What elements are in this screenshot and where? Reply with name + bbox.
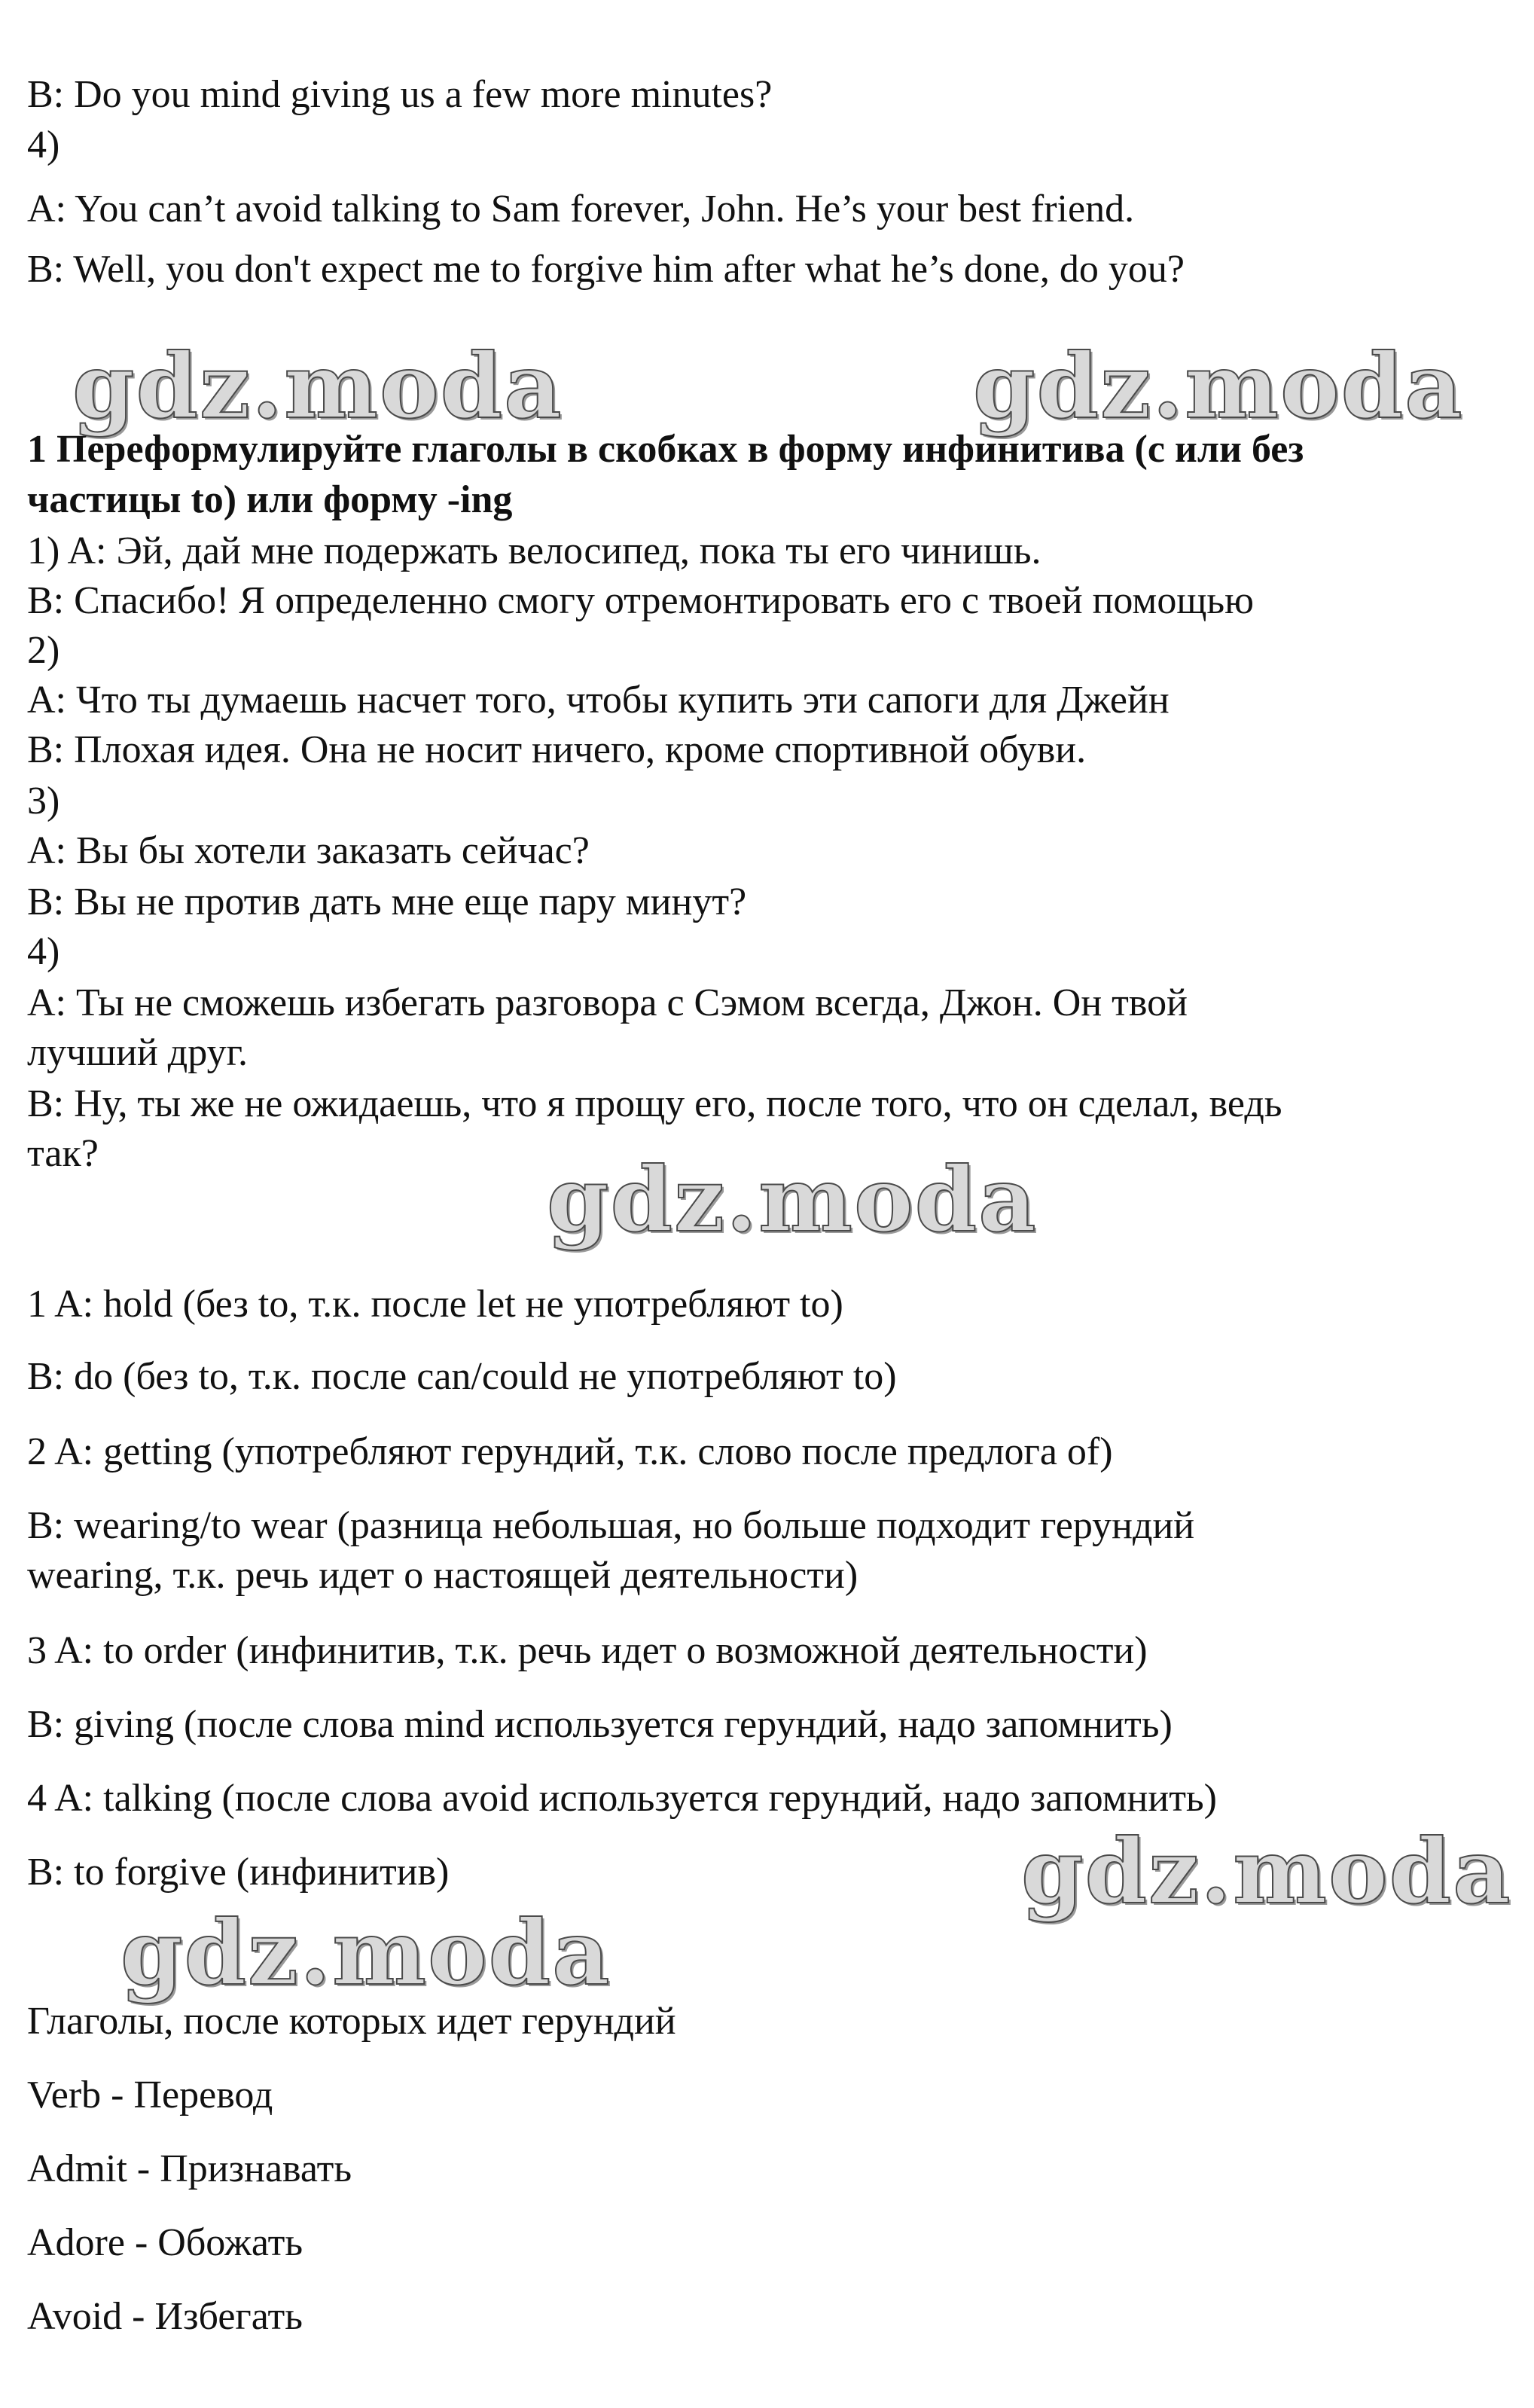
translation-line: 3) [27, 780, 60, 823]
dialog-line: B: Well, you don't expect me to forgive him after what he’s done, do you? [27, 248, 1185, 291]
gerund-list-row: Verb - Перевод [27, 2074, 273, 2117]
answer-line: B: giving (после слова mind используется герундий, надо запомнить) [27, 1703, 1173, 1746]
translation-line: B: Вы не против дать мне еще пару минут? [27, 880, 747, 923]
answer-line: wearing, т.к. речь идет о настоящей деятельности) [27, 1554, 858, 1597]
answer-line: 3 A: to order (инфинитив, т.к. речь идет о возможной деятельности) [27, 1629, 1148, 1672]
dialog-line: B: Do you mind giving us a few more minutes? [27, 73, 773, 116]
translation-line: так? [27, 1132, 99, 1175]
translation-line: лучший друг. [27, 1031, 249, 1074]
translation-line: A: Что ты думаешь насчет того, чтобы купить эти сапоги для Джейн [27, 679, 1170, 722]
translation-line: A: Вы бы хотели заказать сейчас? [27, 829, 590, 872]
watermark-logo: gdz.moda [1021, 1819, 1512, 1924]
gerund-list-row: Admit - Признавать [27, 2147, 352, 2190]
answer-line: B: to forgive (инфинитив) [27, 1851, 450, 1894]
watermark-logo: gdz.moda [72, 334, 563, 438]
watermark-logo: gdz.moda [120, 1900, 611, 2005]
translation-line: 4) [27, 930, 60, 973]
answer-line: 4 A: talking (после слова avoid используется герундий, надо запомнить) [27, 1777, 1217, 1820]
gerund-list-row: Avoid - Избегать [27, 2295, 303, 2338]
answer-line: B: wearing/to wear (разница небольшая, но больше подходит герундий [27, 1504, 1195, 1547]
translation-line: A: Ты не сможешь избегать разговора с Сэмом всегда, Джон. Он твой [27, 981, 1188, 1024]
answer-line: 2 A: getting (употребляют герундий, т.к. слово после предлога of) [27, 1430, 1113, 1473]
watermark-logo: gdz.moda [973, 334, 1464, 438]
watermark-logo: gdz.moda [547, 1147, 1038, 1252]
gerund-list-heading: Глаголы, после которых идет герундий [27, 2000, 676, 2043]
dialog-line: A: You can’t avoid talking to Sam forever, John. He’s your best friend. [27, 188, 1135, 230]
translation-line: B: Плохая идея. Она не носит ничего, кроме спортивной обуви. [27, 728, 1087, 771]
task-heading: 1 Переформулируйте глаголы в скобках в форму инфинитива (с или без [27, 428, 1304, 471]
gerund-list-row: Adore - Обожать [27, 2221, 303, 2264]
answer-line: 1 A: hold (без to, т.к. после let не употребляют to) [27, 1283, 843, 1326]
task-heading: частицы to) или форму -ing [27, 478, 513, 521]
answer-line: B: do (без to, т.к. после can/could не употребляют to) [27, 1355, 897, 1398]
translation-line: 2) [27, 629, 60, 672]
translation-line: B: Ну, ты же не ожидаешь, что я прощу его, после того, что он сделал, ведь [27, 1082, 1282, 1125]
translation-line: B: Спасибо! Я определенно смогу отремонтировать его с твоей помощью [27, 579, 1254, 622]
translation-line: 1) A: Эй, дай мне подержать велосипед, пока ты его чинишь. [27, 530, 1041, 572]
dialog-line: 4) [27, 124, 60, 166]
